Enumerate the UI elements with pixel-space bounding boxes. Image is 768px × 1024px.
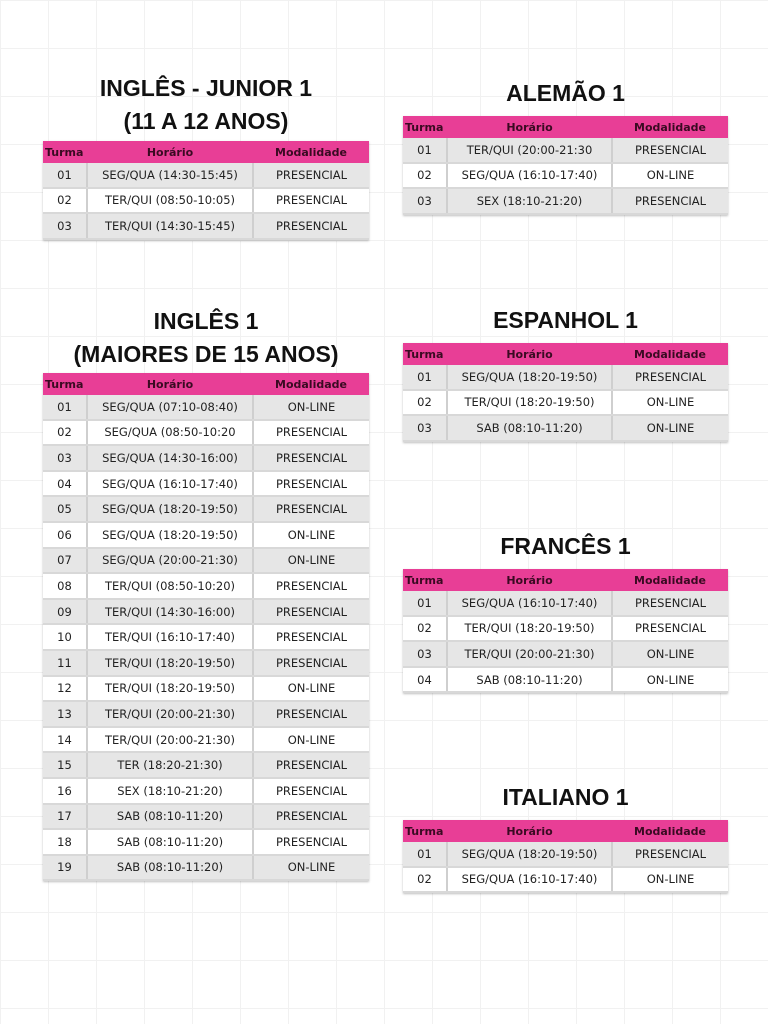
header-modalidade: Modalidade: [612, 820, 728, 842]
table-row: [403, 641, 728, 667]
cell-modalidade: PRESENCIAL: [612, 616, 728, 642]
cell-turma: 01: [403, 842, 447, 867]
cell-modalidade: ON-LINE: [253, 855, 369, 881]
section-title: [403, 530, 728, 563]
table-row: [403, 667, 728, 693]
table-row: [43, 778, 369, 804]
cell-horario: SEG/QUA (16:10-17:40): [447, 867, 612, 893]
cell-modalidade: PRESENCIAL: [253, 445, 369, 471]
table-header-row: [403, 116, 728, 138]
cell-horario: SEG/QUA (18:20-19:50): [447, 842, 612, 867]
cell-horario: TER/QUI (18:20-19:50): [87, 676, 253, 702]
table-header-row: [43, 141, 369, 163]
cell-horario: TER/QUI (08:50-10:20): [87, 573, 253, 599]
header-turma: Turma: [403, 343, 447, 365]
header-turma: Turma: [43, 373, 87, 395]
cell-horario: SAB (08:10-11:20): [447, 415, 612, 441]
cell-horario: SAB (08:10-11:20): [87, 804, 253, 830]
header-horario: Horário: [87, 373, 253, 395]
header-modalidade: Modalidade: [612, 116, 728, 138]
cell-horario: SEG/QUA (20:00-21:30): [87, 548, 253, 574]
table-row: [43, 804, 369, 830]
section-title: [43, 305, 369, 371]
table-row: [403, 591, 728, 616]
cell-turma: 08: [43, 573, 87, 599]
cell-horario: SEG/QUA (16:10-17:40): [447, 591, 612, 616]
table-row: [403, 188, 728, 214]
cell-modalidade: ON-LINE: [612, 415, 728, 441]
cell-modalidade: ON-LINE: [253, 548, 369, 574]
cell-modalidade: ON-LINE: [612, 667, 728, 693]
cell-horario: SEG/QUA (14:30-16:00): [87, 445, 253, 471]
section-title: [403, 77, 728, 110]
cell-modalidade: ON-LINE: [253, 395, 369, 420]
section-espanhol-1: [403, 304, 728, 442]
header-turma: Turma: [403, 569, 447, 591]
table-row: [403, 163, 728, 189]
cell-turma: 16: [43, 778, 87, 804]
cell-horario: SEG/QUA (08:50-10:20: [87, 420, 253, 446]
table-row: [43, 829, 369, 855]
cell-modalidade: PRESENCIAL: [253, 624, 369, 650]
cell-modalidade: ON-LINE: [612, 641, 728, 667]
cell-turma: 02: [403, 867, 447, 893]
section-title-line: ITALIANO 1: [502, 784, 629, 810]
header-modalidade: Modalidade: [253, 373, 369, 395]
table-row: [403, 365, 728, 390]
cell-horario: SEG/QUA (18:20-19:50): [87, 522, 253, 548]
cell-turma: 02: [403, 163, 447, 189]
section-ingles-1: [43, 305, 369, 881]
cell-turma: 19: [43, 855, 87, 881]
cell-modalidade: PRESENCIAL: [253, 573, 369, 599]
cell-modalidade: PRESENCIAL: [253, 778, 369, 804]
cell-turma: 03: [43, 213, 87, 239]
table-body: [403, 591, 728, 692]
cell-horario: SEG/QUA (07:10-08:40): [87, 395, 253, 420]
cell-horario: SEG/QUA (16:10-17:40): [87, 471, 253, 497]
cell-turma: 03: [43, 445, 87, 471]
schedule-table: [403, 569, 728, 693]
header-modalidade: Modalidade: [612, 569, 728, 591]
section-title-line: ALEMÃO 1: [506, 80, 625, 106]
cell-modalidade: ON-LINE: [612, 867, 728, 893]
schedule-table: [43, 141, 369, 240]
header-modalidade: Modalidade: [253, 141, 369, 163]
table-row: [403, 867, 728, 893]
cell-modalidade: PRESENCIAL: [253, 829, 369, 855]
cell-turma: 14: [43, 727, 87, 753]
table-row: [43, 188, 369, 214]
table-header-row: [403, 343, 728, 365]
cell-turma: 01: [403, 365, 447, 390]
section-title-line: FRANCÊS 1: [500, 533, 631, 559]
cell-turma: 01: [43, 163, 87, 188]
header-modalidade: Modalidade: [612, 343, 728, 365]
cell-modalidade: PRESENCIAL: [612, 138, 728, 163]
table-row: [43, 496, 369, 522]
header-turma: Turma: [43, 141, 87, 163]
cell-turma: 03: [403, 641, 447, 667]
cell-turma: 04: [43, 471, 87, 497]
cell-horario: TER/QUI (20:00-21:30): [87, 727, 253, 753]
cell-modalidade: PRESENCIAL: [253, 420, 369, 446]
cell-horario: SEX (18:10-21:20): [87, 778, 253, 804]
section-ingles-junior-1: [43, 72, 369, 240]
cell-turma: 03: [403, 415, 447, 441]
table-body: [43, 163, 369, 239]
schedule-table: [403, 116, 728, 215]
cell-horario: TER/QUI (18:20-19:50): [87, 650, 253, 676]
cell-horario: TER/QUI (20:00-21:30): [447, 641, 612, 667]
cell-horario: SEG/QUA (18:20-19:50): [447, 365, 612, 390]
cell-turma: 02: [43, 188, 87, 214]
table-row: [43, 522, 369, 548]
cell-turma: 02: [403, 616, 447, 642]
table-row: [403, 138, 728, 163]
section-title-line: INGLÊS - JUNIOR 1: [99, 75, 313, 101]
cell-modalidade: PRESENCIAL: [612, 365, 728, 390]
cell-modalidade: PRESENCIAL: [253, 650, 369, 676]
schedule-table: [403, 343, 728, 442]
cell-modalidade: PRESENCIAL: [612, 591, 728, 616]
cell-turma: 12: [43, 676, 87, 702]
section-title: [403, 304, 728, 337]
cell-horario: SEX (18:10-21:20): [447, 188, 612, 214]
table-row: [43, 163, 369, 188]
table-body: [403, 365, 728, 441]
cell-horario: SEG/QUA (18:20-19:50): [87, 496, 253, 522]
table-row: [43, 599, 369, 625]
cell-turma: 17: [43, 804, 87, 830]
cell-turma: 13: [43, 701, 87, 727]
table-row: [43, 395, 369, 420]
header-horario: Horário: [447, 116, 612, 138]
cell-modalidade: ON-LINE: [253, 522, 369, 548]
table-row: [43, 548, 369, 574]
cell-horario: SEG/QUA (14:30-15:45): [87, 163, 253, 188]
cell-horario: TER/QUI (20:00-21:30: [447, 138, 612, 163]
cell-turma: 04: [403, 667, 447, 693]
section-title-line: INGLÊS 1: [153, 308, 259, 334]
cell-turma: 03: [403, 188, 447, 214]
cell-modalidade: PRESENCIAL: [253, 188, 369, 214]
cell-horario: TER/QUI (16:10-17:40): [87, 624, 253, 650]
cell-horario: TER/QUI (08:50-10:05): [87, 188, 253, 214]
header-turma: Turma: [403, 820, 447, 842]
cell-modalidade: PRESENCIAL: [253, 471, 369, 497]
section-italiano-1: [403, 781, 728, 893]
cell-horario: TER/QUI (20:00-21:30): [87, 701, 253, 727]
table-body: [43, 395, 369, 880]
cell-horario: SAB (08:10-11:20): [447, 667, 612, 693]
cell-turma: 02: [403, 390, 447, 416]
cell-turma: 05: [43, 496, 87, 522]
cell-modalidade: ON-LINE: [612, 163, 728, 189]
cell-horario: TER/QUI (14:30-16:00): [87, 599, 253, 625]
cell-turma: 10: [43, 624, 87, 650]
table-row: [403, 616, 728, 642]
cell-horario: TER (18:20-21:30): [87, 752, 253, 778]
cell-horario: SAB (08:10-11:20): [87, 829, 253, 855]
section-title-line: (11 A 12 ANOS): [123, 108, 289, 134]
header-horario: Horário: [447, 569, 612, 591]
table-row: [43, 471, 369, 497]
table-row: [43, 727, 369, 753]
schedule-table: [43, 373, 369, 881]
section-frances-1: [403, 530, 728, 693]
table-row: [43, 213, 369, 239]
cell-modalidade: PRESENCIAL: [253, 163, 369, 188]
cell-modalidade: ON-LINE: [612, 390, 728, 416]
section-title-line: (MAIORES DE 15 ANOS): [73, 341, 339, 367]
cell-modalidade: PRESENCIAL: [253, 804, 369, 830]
table-row: [43, 445, 369, 471]
cell-turma: 02: [43, 420, 87, 446]
table-row: [43, 676, 369, 702]
cell-modalidade: PRESENCIAL: [253, 701, 369, 727]
cell-turma: 18: [43, 829, 87, 855]
cell-modalidade: ON-LINE: [253, 676, 369, 702]
cell-turma: 15: [43, 752, 87, 778]
table-row: [403, 415, 728, 441]
cell-modalidade: PRESENCIAL: [612, 188, 728, 214]
table-header-row: [43, 373, 369, 395]
section-title-line: ESPANHOL 1: [493, 307, 638, 333]
table-row: [43, 624, 369, 650]
cell-modalidade: PRESENCIAL: [253, 752, 369, 778]
cell-turma: 01: [403, 138, 447, 163]
cell-horario: TER/QUI (14:30-15:45): [87, 213, 253, 239]
cell-turma: 06: [43, 522, 87, 548]
table-body: [403, 842, 728, 892]
table-row: [43, 573, 369, 599]
cell-turma: 07: [43, 548, 87, 574]
cell-turma: 11: [43, 650, 87, 676]
header-horario: Horário: [447, 343, 612, 365]
table-row: [403, 390, 728, 416]
header-turma: Turma: [403, 116, 447, 138]
section-title: [403, 781, 728, 814]
table-header-row: [403, 569, 728, 591]
table-row: [43, 855, 369, 881]
cell-turma: 01: [403, 591, 447, 616]
cell-modalidade: PRESENCIAL: [253, 213, 369, 239]
cell-turma: 01: [43, 395, 87, 420]
cell-modalidade: PRESENCIAL: [253, 496, 369, 522]
cell-modalidade: PRESENCIAL: [253, 599, 369, 625]
header-horario: Horário: [87, 141, 253, 163]
cell-modalidade: PRESENCIAL: [612, 842, 728, 867]
table-row: [403, 842, 728, 867]
header-horario: Horário: [447, 820, 612, 842]
table-row: [43, 650, 369, 676]
cell-horario: TER/QUI (18:20-19:50): [447, 616, 612, 642]
cell-turma: 09: [43, 599, 87, 625]
table-row: [43, 752, 369, 778]
section-alemao-1: [403, 77, 728, 215]
schedule-table: [403, 820, 728, 893]
table-header-row: [403, 820, 728, 842]
table-row: [43, 420, 369, 446]
table-row: [43, 701, 369, 727]
cell-horario: SAB (08:10-11:20): [87, 855, 253, 881]
section-title: [43, 72, 369, 138]
cell-modalidade: ON-LINE: [253, 727, 369, 753]
cell-horario: TER/QUI (18:20-19:50): [447, 390, 612, 416]
table-body: [403, 138, 728, 214]
cell-horario: SEG/QUA (16:10-17:40): [447, 163, 612, 189]
